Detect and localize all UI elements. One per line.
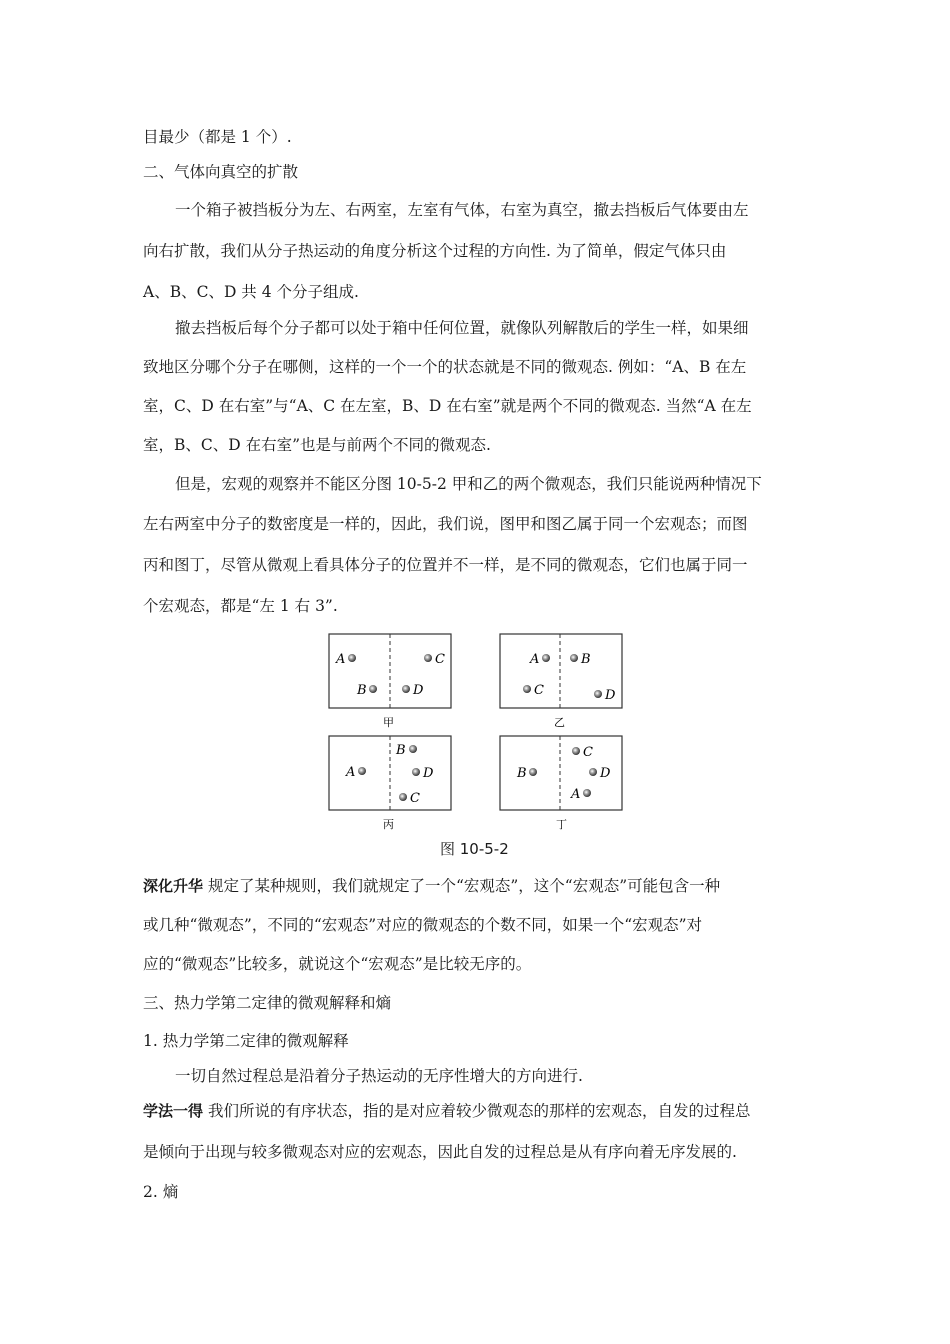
subsection-heading: 1. 热力学第二定律的微观解释: [143, 1032, 349, 1050]
panel-ding: [500, 736, 622, 830]
paragraph-line: 目最少（都是 1 个）.: [143, 128, 292, 146]
molecule-label-c: C: [435, 652, 445, 667]
paragraph-line: 左右两室中分子的数密度是一样的，因此，我们说，图甲和图乙属于同一个宏观态；而图: [143, 515, 748, 533]
microstate-diagram: [325, 630, 625, 830]
molecule-label-c: C: [583, 745, 593, 760]
panel-bing: [329, 736, 451, 830]
panel-jia: [329, 634, 451, 729]
molecule-label-b: B: [396, 743, 406, 758]
molecule-label-b: B: [357, 683, 367, 698]
molecule-label-b: B: [581, 652, 591, 667]
panel-label: 丙: [383, 818, 394, 830]
molecule: [523, 685, 531, 693]
molecule: [358, 767, 366, 775]
molecule: [369, 685, 377, 693]
molecule: [589, 768, 597, 776]
molecule: [399, 793, 407, 801]
molecule-label-d: D: [600, 766, 611, 781]
paragraph-line: 但是，宏观的观察并不能区分图 10-5-2 甲和乙的两个微观态，我们只能说两种情况下: [175, 475, 762, 493]
molecule-label-a: A: [530, 652, 540, 667]
molecule: [583, 789, 591, 797]
panel-yi: [500, 634, 622, 729]
molecule: [412, 768, 420, 776]
paragraph-line: 撤去挡板后每个分子都可以处于箱中任何位置，就像队列解散后的学生一样，如果细: [175, 319, 749, 337]
molecule: [542, 654, 550, 662]
molecule: [594, 690, 602, 698]
subsection-heading: 2. 熵: [143, 1183, 179, 1201]
callout-text: 我们所说的有序状态，指的是对应着较少微观态的那样的宏观态，自发的过程总: [207, 1102, 751, 1120]
paragraph-line: 室，B、C、D 在右室”也是与前两个不同的微观态.: [143, 436, 491, 454]
paragraph-line: 室，C、D 在右室”与“A、C 在左室，B、D 在右室”就是两个不同的微观态. 当然“A 在左: [143, 397, 752, 415]
paragraph-line: 一切自然过程总是沿着分子热运动的无序性增大的方向进行.: [175, 1067, 583, 1085]
paragraph-line: 是倾向于出现与较多微观态对应的宏观态，因此自发的过程总是从有序向着无序发展的.: [143, 1143, 737, 1161]
paragraph-line: 向右扩散，我们从分子热运动的角度分析这个过程的方向性. 为了简单，假定气体只由: [143, 242, 727, 260]
panel-label: 丁: [556, 818, 567, 830]
panel-label: 乙: [554, 716, 565, 729]
section-heading-3: 三、热力学第二定律的微观解释和熵: [143, 994, 392, 1012]
paragraph-line: A、B、C、D 共 4 个分子组成.: [143, 283, 359, 301]
box: [500, 634, 622, 708]
section-heading-2: 二、气体向真空的扩散: [143, 163, 299, 181]
paragraph-line: 应的“微观态”比较多，就说这个“宏观态”是比较无序的。: [143, 955, 532, 973]
paragraph-line: 个宏观态，都是“左 1 右 3”.: [143, 597, 338, 615]
molecule: [529, 768, 537, 776]
molecule: [572, 747, 580, 755]
molecule: [348, 654, 356, 662]
molecule-label-d: D: [423, 766, 434, 781]
molecule-label-d: D: [605, 688, 616, 703]
paragraph-line: 丙和图丁，尽管从微观上看具体分子的位置并不一样，是不同的微观态，它们也属于同一: [143, 556, 748, 574]
paragraph-line: 一个箱子被挡板分为左、右两室，左室有气体，右室为真空，撤去挡板后气体要由左: [175, 201, 749, 219]
callout-text: 规定了某种规则，我们就规定了一个“宏观态”，这个“宏观态”可能包含一种: [207, 877, 721, 895]
molecule: [402, 685, 410, 693]
molecule: [424, 654, 432, 662]
paragraph-line: 致地区分哪个分子在哪侧，这样的一个一个的状态就是不同的微观态. 例如：“A、B 在左: [143, 358, 747, 376]
panel-label: 甲: [383, 716, 394, 729]
molecule: [570, 654, 578, 662]
callout-study: [143, 1101, 750, 1121]
molecule-label-a: A: [346, 765, 356, 780]
molecule-label-d: D: [413, 683, 424, 698]
figure-10-5-2: [325, 630, 625, 830]
callout-label: 学法一得: [143, 1102, 204, 1120]
molecule: [409, 745, 417, 753]
molecule-label-a: A: [336, 652, 346, 667]
callout-deepen: [143, 876, 720, 896]
molecule-label-c: C: [410, 791, 420, 806]
callout-label: 深化升华: [143, 877, 204, 895]
figure-caption: 图 10-5-2: [440, 840, 509, 858]
molecule-label-b: B: [517, 766, 527, 781]
molecule-label-a: A: [571, 787, 581, 802]
paragraph-line: 或几种“微观态”，不同的“宏观态”对应的微观态的个数不同，如果一个“宏观态”对: [143, 916, 703, 934]
molecule-label-c: C: [534, 683, 544, 698]
